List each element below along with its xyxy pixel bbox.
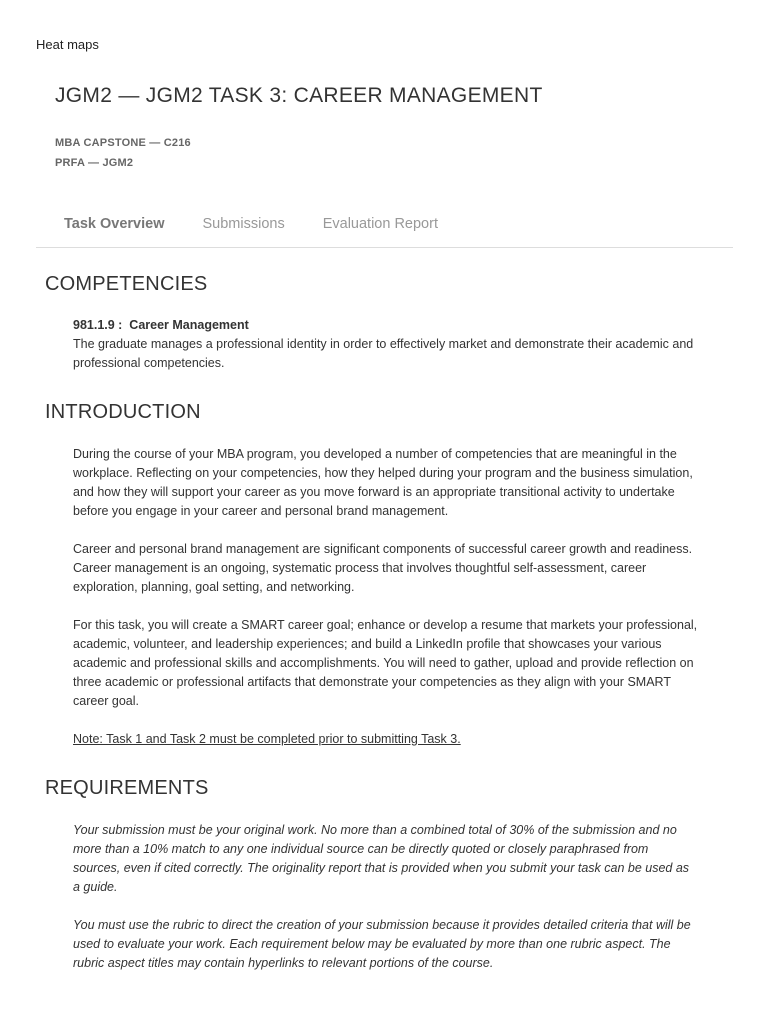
introduction-body [73,445,698,521]
intro-paragraph: For this task, you will create a SMART career goal; enhance or develop a resume that markets your professional, academic, volunteer, and leadership experiences; and build a LinkedIn profile that showcases your various academic and professional skills and accomplishments. You will need to gather, upload and provide reflection on three academic or professional artifacts that demonstrate your competencies as they align with your SMART career goal. [73,618,698,708]
requirements-rubric [73,916,698,973]
tab-submissions[interactable]: Submissions [202,216,285,232]
task-prerequisite-note: Note: Task 1 and Task 2 must be completed prior to submitting Task 3. [73,732,461,746]
assessment-label: PRFA — JGM2 [55,157,134,169]
introduction-note [73,730,698,749]
heat-maps-link[interactable]: Heat maps [36,37,99,52]
tab-task-overview[interactable]: Task Overview [64,216,165,232]
requirements-paragraph: Your submission must be your original work. No more than a combined total of 30% of the submission and no more than a 10% match to any one individual source can be directly quoted or closely paraphrased from sources, even if cited correctly. The originality report that is provided when you submit your task can be used as a guide. [73,823,690,894]
competency-code: 981.1.9 : [73,318,123,332]
requirements-heading: REQUIREMENTS [45,777,209,799]
requirements-originality [73,821,698,897]
competency-description: The graduate manages a professional identity in order to effectively market and demonstrate their academic and professional competencies. [73,337,694,370]
introduction-heading: INTRODUCTION [45,401,201,423]
tab-evaluation-report[interactable]: Evaluation Report [322,216,438,232]
intro-paragraph: Career and personal brand management are significant components of successful career growth and readiness. Career management is an ongoing, systematic process that involves thoughtful self-assessment, career exploration, planning, goal setting, and networking. [73,542,693,594]
competency-title: Career Management [129,318,249,332]
requirements-paragraph: You must use the rubric to direct the creation of your submission because it provides detailed criteria that will be used to evaluate your work. Each requirement below may be evaluated by more than one rubric aspect. The rubric aspect titles may contain hyperlinks to relevant portions of the course. [73,918,691,970]
tab-bar [36,200,733,248]
introduction-body-2 [73,540,698,597]
intro-paragraph: During the course of your MBA program, you developed a number of competencies that are meaningful in the workplace. Reflecting on your competencies, how they helped during your program and the business simulation, and how they will support your career as you move forward is an appropriate transitional activity to undertake before you engage in your career and personal brand management. [73,447,693,518]
task-meta [55,133,191,173]
competencies-heading: COMPETENCIES [45,273,208,295]
page-title: JGM2 — JGM2 TASK 3: CAREER MANAGEMENT [55,84,543,107]
competency-block [73,316,698,373]
introduction-body-3 [73,616,698,711]
course-label: MBA CAPSTONE — C216 [55,137,191,149]
